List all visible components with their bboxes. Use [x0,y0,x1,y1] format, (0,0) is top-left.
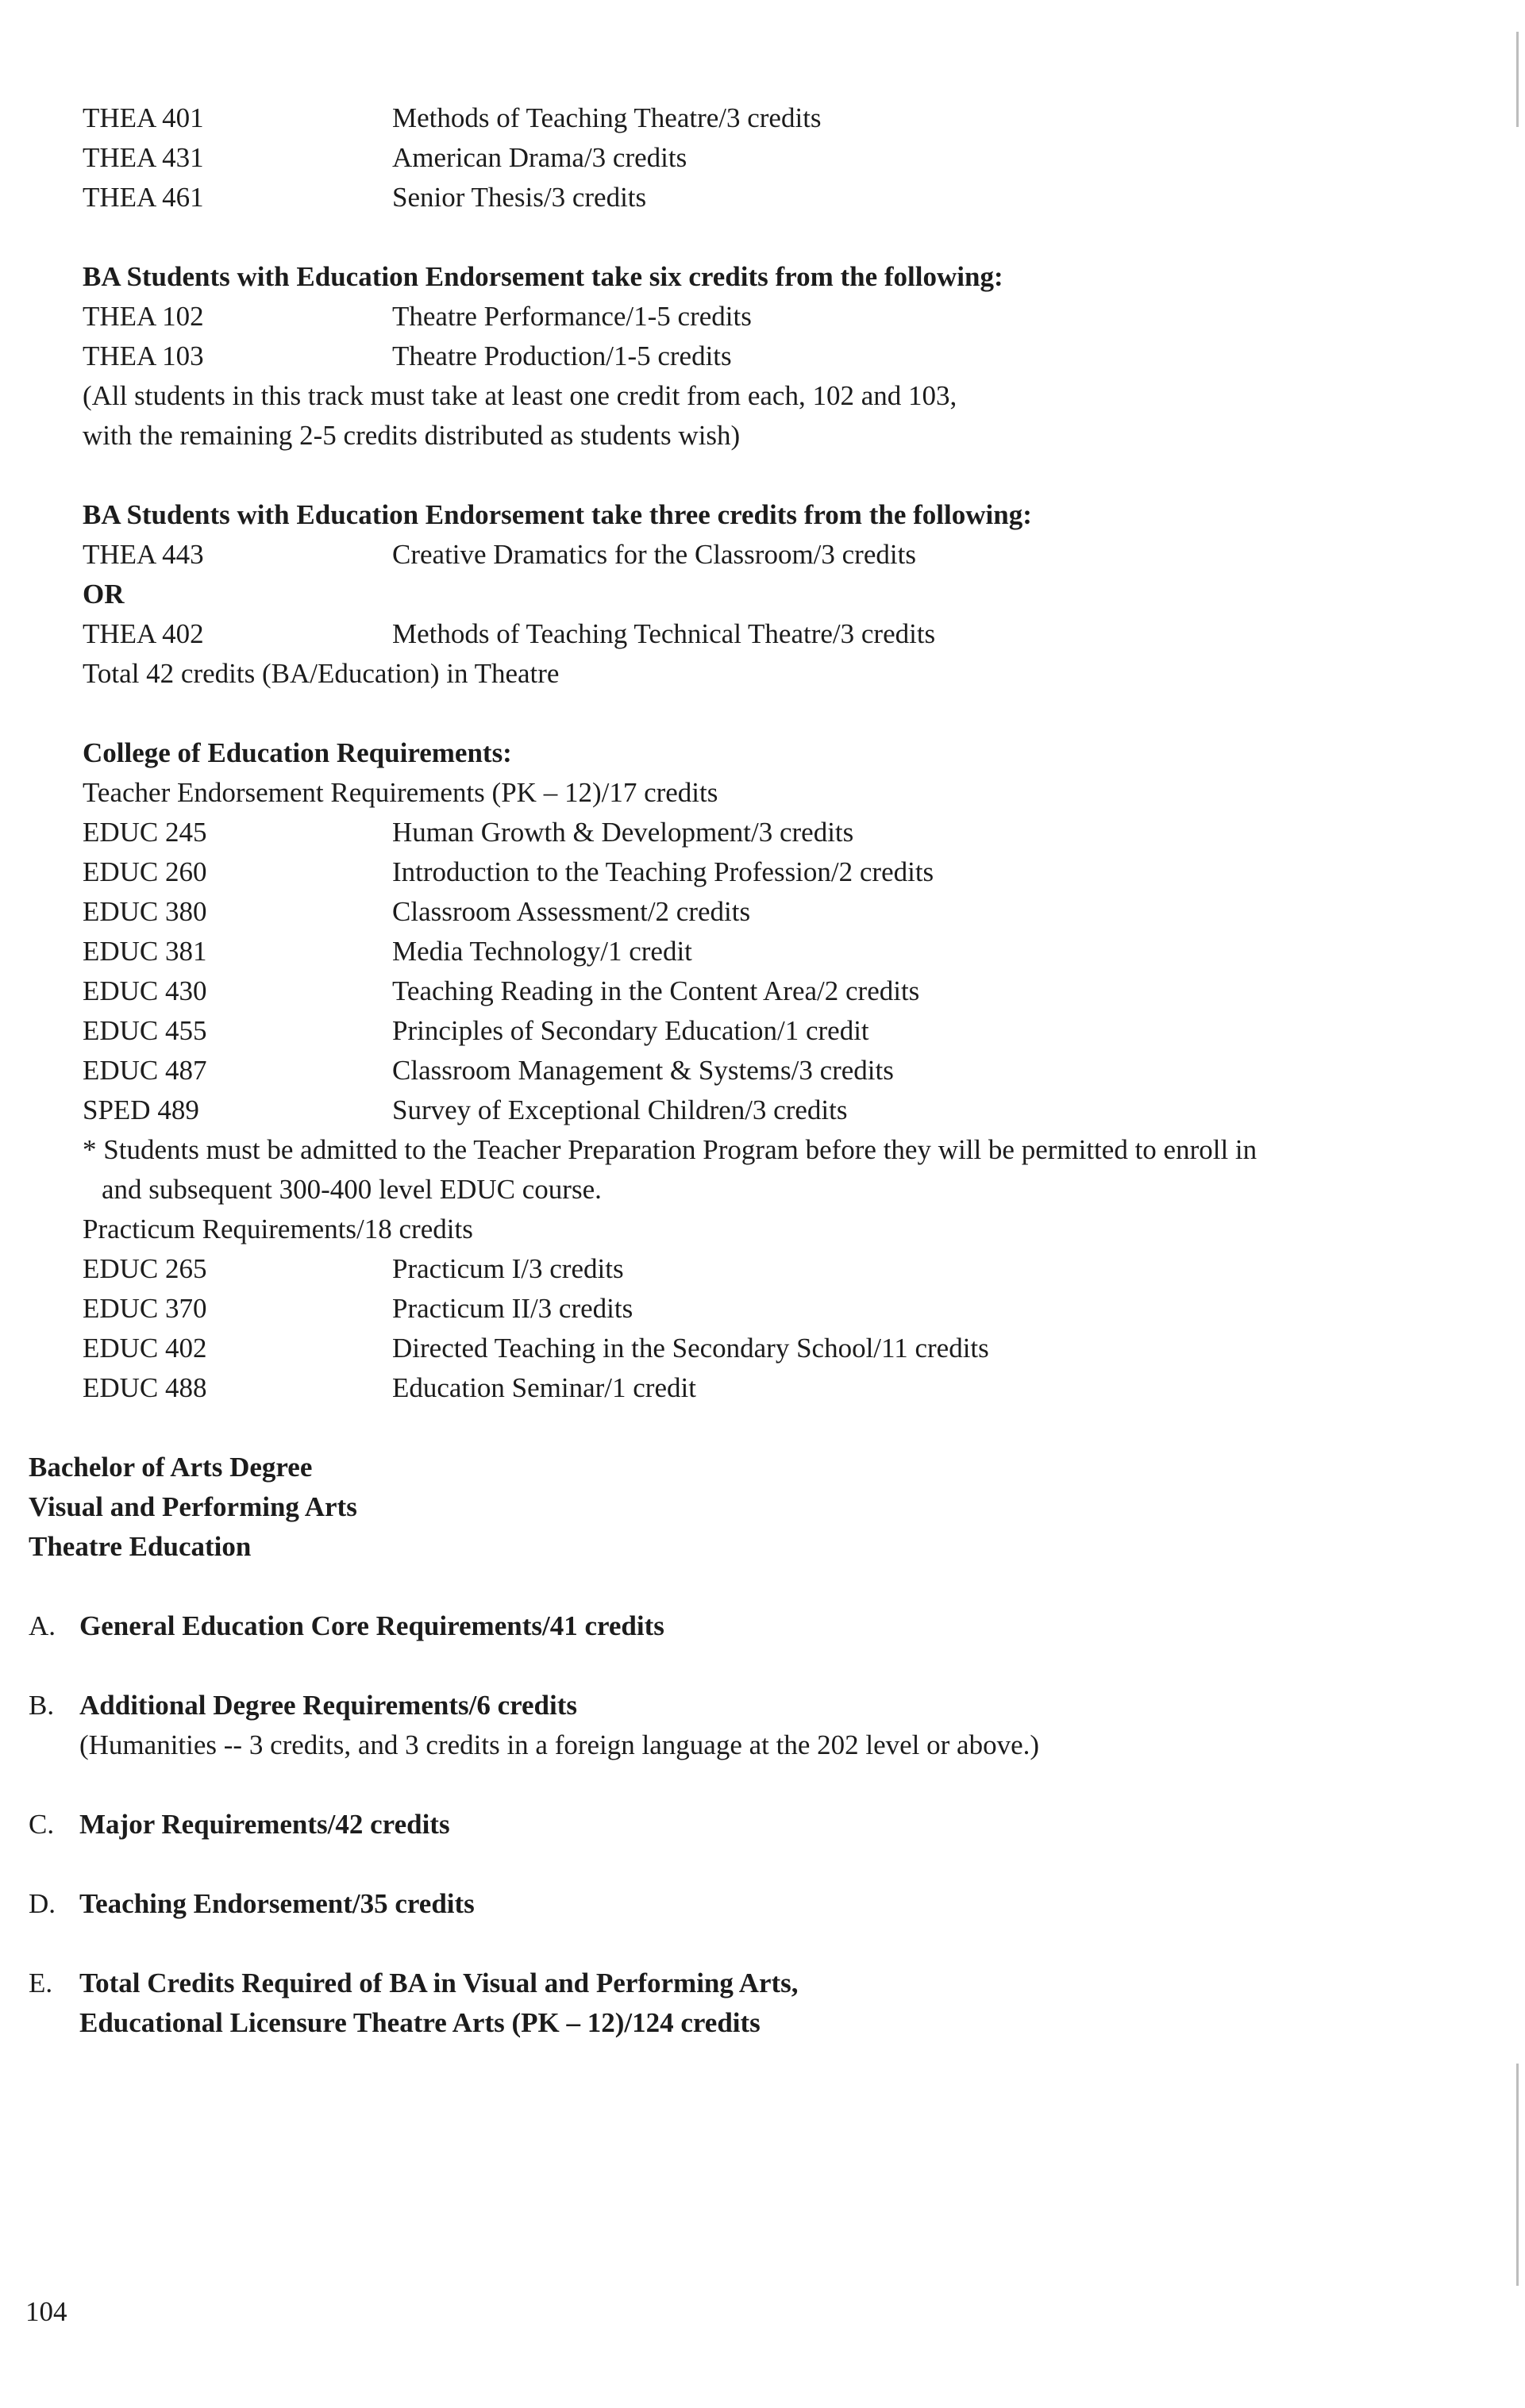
course-title: Theatre Performance/1-5 credits [392,301,752,332]
requirement-text: Additional Degree Requirements/6 credits [79,1690,578,1721]
course-title: Education Seminar/1 credit [392,1372,696,1403]
section-note: (All students in this track must take at least one credit from each, 102 and 103, [83,380,957,411]
course-listing [83,98,1472,1408]
requirement-letter: E. [29,1968,53,1998]
course-row [83,1289,1472,1329]
requirement-item [29,1686,1458,1765]
course-code: THEA 461 [83,182,204,213]
course-row [83,535,1472,575]
course-code: EDUC 260 [83,856,207,887]
endorsement-line: Teacher Endorsement Requirements (PK – 12)/17 credits [83,777,718,808]
requirement-note: (Humanities -- 3 credits, and 3 credits in a foreign language at the 202 level or above.) [79,1729,1040,1760]
admission-note: * Students must be admitted to the Teacher Preparation Program before they will be permitted to enroll in [83,1134,1257,1165]
degree-heading [29,1448,1458,2043]
requirement-item [29,1964,1458,2043]
course-title: Introduction to the Teaching Profession/2 credits [392,856,934,887]
course-title: Classroom Management & Systems/3 credits [392,1055,894,1086]
course-title: Human Growth & Development/3 credits [392,817,854,848]
course-code: THEA 431 [83,142,204,173]
course-title: Directed Teaching in the Secondary School/11 credits [392,1333,989,1364]
requirement-item [29,1805,1458,1844]
course-row [83,1249,1472,1289]
course-code: THEA 443 [83,539,204,570]
course-code: EDUC 488 [83,1372,207,1403]
requirement-text: General Education Core Requirements/41 credits [79,1610,664,1641]
section-heading: College of Education Requirements: [83,737,512,768]
three-credit-section [83,495,1472,694]
course-title: Methods of Teaching Technical Theatre/3 credits [392,618,936,649]
course-row [83,98,1472,138]
theatre-course-list [83,98,1472,217]
course-code: EDUC 245 [83,817,207,848]
course-code: THEA 401 [83,102,204,133]
requirement-text-continued: Educational Licensure Theatre Arts (PK – 12)/124 credits [79,2007,761,2038]
requirement-item [29,1606,1458,1646]
course-row [83,1051,1472,1091]
course-code: EDUC 370 [83,1293,207,1324]
course-title: Principles of Secondary Education/1 credit [392,1015,869,1046]
course-title: Practicum II/3 credits [392,1293,633,1324]
requirement-text: Major Requirements/42 credits [79,1809,450,1840]
course-row [83,1091,1472,1130]
course-title: Practicum I/3 credits [392,1253,624,1284]
requirement-text: Teaching Endorsement/35 credits [79,1888,475,1919]
course-row [83,138,1472,178]
requirement-letter: B. [29,1690,55,1721]
course-row [83,337,1472,376]
degree-concentration: Theatre Education [29,1531,252,1562]
course-row [83,297,1472,337]
course-row [83,971,1472,1011]
course-code: SPED 489 [83,1094,199,1125]
course-title: Creative Dramatics for the Classroom/3 credits [392,539,916,570]
course-row [83,852,1472,892]
course-row [83,614,1472,654]
course-row [83,932,1472,971]
requirement-letter: D. [29,1888,56,1919]
course-code: EDUC 265 [83,1253,207,1284]
course-code: THEA 102 [83,301,204,332]
course-title: Media Technology/1 credit [392,936,692,967]
admission-note: and subsequent 300-400 level EDUC course. [102,1174,602,1205]
course-title: Theatre Production/1-5 credits [392,340,732,371]
course-row [83,892,1472,932]
page-number: 104 [25,2296,67,2327]
requirement-letter: C. [29,1809,55,1840]
course-code: EDUC 430 [83,975,207,1006]
total-credits: Total 42 credits (BA/Education) in Theatre [83,658,560,689]
course-title: Methods of Teaching Theatre/3 credits [392,102,822,133]
course-row [83,813,1472,852]
degree-field: Visual and Performing Arts [29,1491,357,1522]
course-code: THEA 402 [83,618,204,649]
course-code: EDUC 381 [83,936,207,967]
section-note: with the remaining 2-5 credits distributed as students wish) [83,420,741,451]
requirement-item [29,1884,1458,1924]
practicum-line: Practicum Requirements/18 credits [83,1214,473,1244]
course-title: Teaching Reading in the Content Area/2 credits [392,975,920,1006]
section-heading: BA Students with Education Endorsement take six credits from the following: [83,261,1003,292]
course-row [83,1329,1472,1368]
course-code: EDUC 455 [83,1015,207,1046]
section-heading: BA Students with Education Endorsement take three credits from the following: [83,499,1032,530]
course-row [83,178,1472,217]
course-row [83,1011,1472,1051]
course-code: EDUC 487 [83,1055,207,1086]
scan-edge-mark [1516,2064,1519,2286]
course-title: Survey of Exceptional Children/3 credits [392,1094,848,1125]
scan-edge-mark [1516,32,1519,127]
requirement-letter: A. [29,1610,56,1641]
course-title: Classroom Assessment/2 credits [392,896,751,927]
course-title: American Drama/3 credits [392,142,687,173]
requirements-list [29,1606,1458,2043]
degree-title: Bachelor of Arts Degree [29,1452,313,1483]
course-title: Senior Thesis/3 credits [392,182,647,213]
requirement-text: Total Credits Required of BA in Visual and Performing Arts, [79,1968,799,1998]
course-code: EDUC 402 [83,1333,207,1364]
course-row [83,1368,1472,1408]
course-code: THEA 103 [83,340,204,371]
six-credit-section [83,257,1472,456]
course-code: EDUC 380 [83,896,207,927]
education-section [83,733,1472,1408]
or-label: OR [83,579,125,610]
